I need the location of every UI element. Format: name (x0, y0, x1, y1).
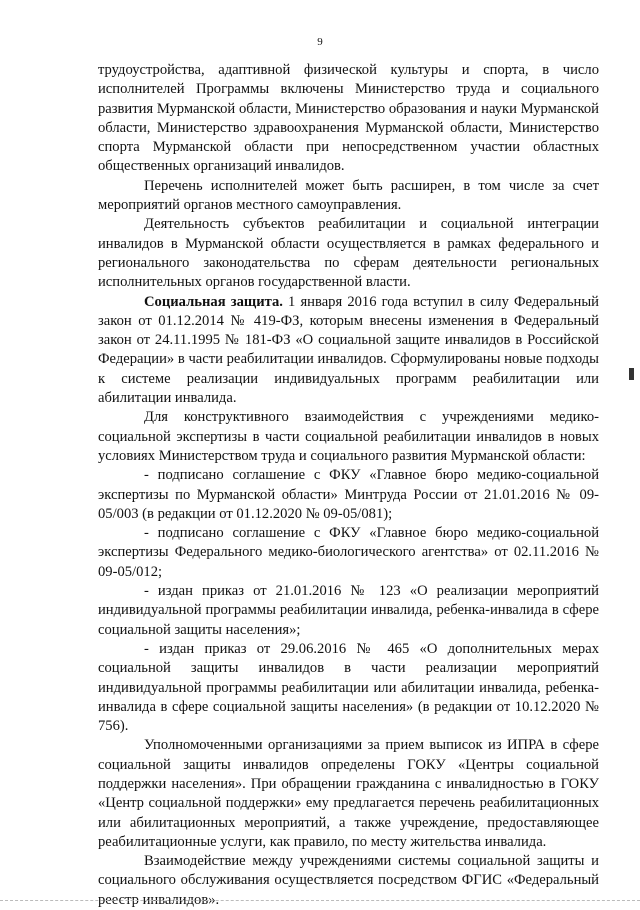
paragraph-rehabilitation: Деятельность субъектов реабилитации и социальной интеграции инвалидов в Мурманской области осуществляется в рамках федерального и регионального законодательства по сферам деятельности региональных исполнительных органов государственной власти. (98, 216, 599, 291)
paragraph-social-protection (98, 293, 599, 409)
paragraph-fgis: Взаимодействие между учреждениями системы социальной защиты и социального обслуживания осуществляется посредством ФГИС «Федеральный реестр инвалидов». (98, 853, 599, 908)
section-label-social-protection: Социальная защита. (144, 293, 283, 310)
page-bottom-edge (0, 900, 640, 901)
paragraph-social-protection-text: 1 января 2016 года вступил в силу Федеральный закон от 01.12.2014 № 419-ФЗ, которым внесены изменения в Федеральный закон от 24.11.1995 № 181-ФЗ «О социальной защите инвалидов в Российской Федерации» в части реабилитации инвалидов. Сформулированы новые подходы к системе реализации индивидуальных программ реабилитации или абилитации инвалида. (98, 293, 599, 407)
paragraph-authorized-organizations: Уполномоченными организациями за прием выписок из ИПРА в сфере социальной защиты инвалидов определены ГОКУ «Центры социальной поддержки населения». При обращении гражданина с инвалидностью в ГОКУ «Центр социальной поддержки» ему предлагается перечень реабилитационных или абилитационных мероприятий, а также учреждение, предоставляющее реабилитационные услуги, как правило, по месту жительства инвалида. (98, 737, 599, 850)
paragraph-interaction: Для конструктивного взаимодействия с учреждениями медико-социальной экспертизы в части социальной реабилитации инвалидов в новых условиях Министерством труда и социального развития Мурманской области: (98, 409, 599, 464)
list-item-order-2: - издан приказ от 29.06.2016 № 465 «О дополнительных мерах социальной защиты инвалидов в части реализации мероприятий индивидуальной программы реабилитации или абилитации инвалида, ребенка-инвалида в сфере социальной защиты населения» (в редакции от 10.12.2020 № 756). (98, 640, 599, 735)
paragraph-continuation: трудоустройства, адаптивной физической культуры и спорта, в число исполнителей Программы включены Министерство труда и социального развития Мурманской области, Министерство образования и науки Мурманской области, Министерство здравоохранения Мурманской области, Министерство спорта Мурманской области при непосредственном участии областных общественных организаций инвалидов. (98, 62, 599, 175)
list-item-order-1: - издан приказ от 21.01.2016 № 123 «О реализации мероприятий индивидуальной программы реабилитации инвалида, ребенка-инвалида в сфере социальной защиты населения»; (98, 583, 599, 638)
document-body (98, 61, 599, 910)
paragraph-executors: Перечень исполнителей может быть расширен, в том числе за счет мероприятий органов местного самоуправления. (98, 177, 599, 214)
page-number: 9 (317, 36, 323, 48)
list-item-agreement-2: - подписано соглашение с ФКУ «Главное бюро медико-социальной экспертизы Федерального медико-биологического агентства» от 02.11.2016 № 09-05/012; (98, 525, 599, 580)
scan-edge-mark (629, 368, 634, 380)
list-item-agreement-1: - подписано соглашение с ФКУ «Главное бюро медико-социальной экспертизы по Мурманской области» Минтруда России от 21.01.2016 № 09-05/003 (в редакции от 01.12.2020 № 09-05/081); (98, 467, 599, 522)
